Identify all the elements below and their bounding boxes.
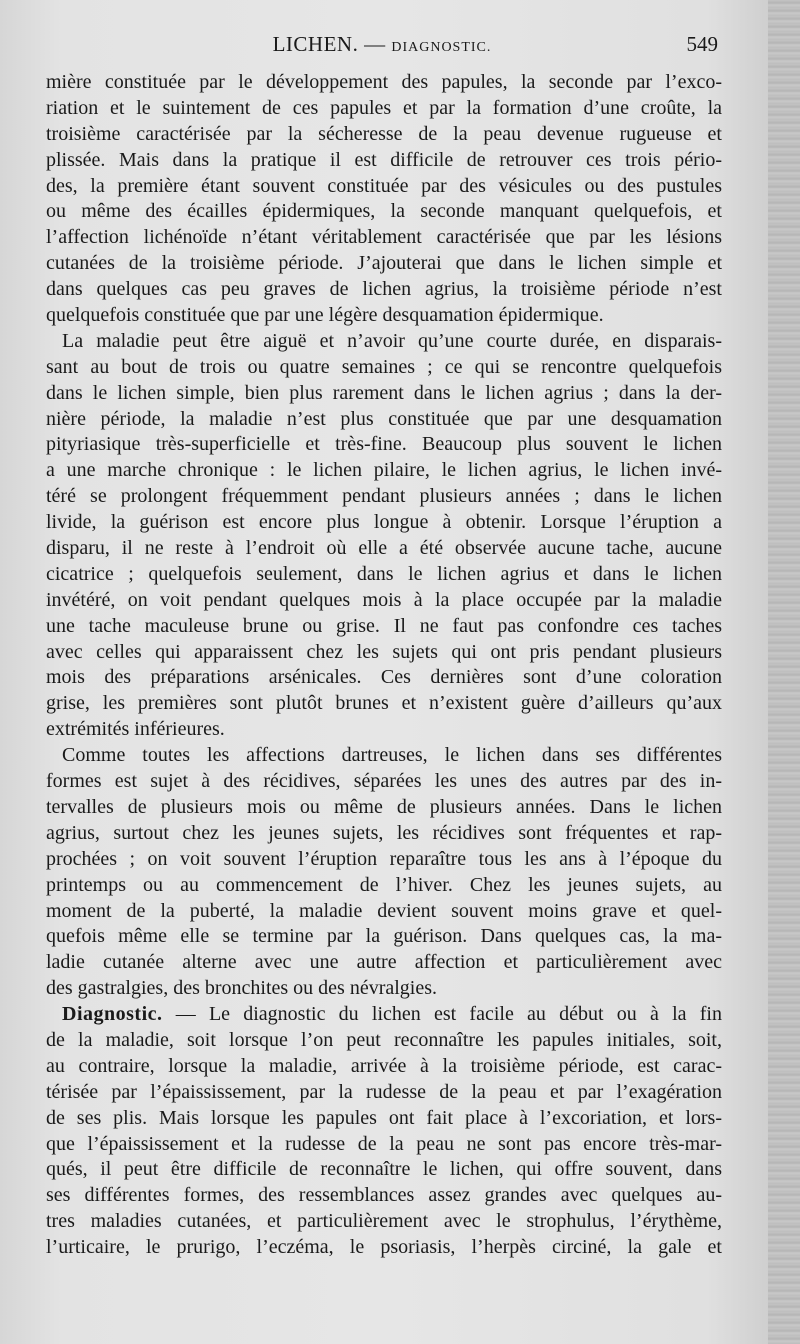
- text-line: des gastralgies, des bronchites ou des névralgies.: [46, 977, 438, 1000]
- text-line: invétéré, on voit pendant quelques mois à la place occupée par la maladie: [46, 588, 722, 611]
- paragraph: [46, 329, 722, 743]
- text-line: mière constituée par le développement des papules, la seconde par l’exco-: [46, 71, 722, 93]
- running-header: [46, 32, 718, 62]
- text-line: grise, les premières sont plutôt brunes et n’existent guère d’ailleurs qu’aux: [46, 692, 722, 715]
- body-text: [46, 70, 722, 1261]
- text-line: prochées ; on voit souvent l’éruption reparaître tous les ans à l’époque du: [46, 847, 722, 870]
- text-line: sant au bout de trois ou quatre semaines ; ce qui se rencontre quelquefois: [46, 355, 722, 378]
- text-line: a une marche chronique : le lichen pilaire, le lichen agrius, le lichen invé-: [46, 459, 722, 482]
- text-line: l’urticaire, le prurigo, l’eczéma, le psoriasis, l’herpès circiné, la gale et: [46, 1236, 722, 1259]
- text-line: des, la première étant souvent constituée par des vésicules ou des pustules: [46, 174, 722, 197]
- text-line: de la maladie, soit lorsque l’on peut reconnaître les papules initiales, soit,: [46, 1028, 722, 1051]
- text-line: moment de la puberté, la maladie devient souvent moins grave et quel-: [46, 899, 722, 922]
- text-line: que l’épaississement et la rudesse de la peau ne sont pas encore très-mar-: [46, 1132, 722, 1155]
- text-line: tervalles de plusieurs mois ou même de plusieurs années. Dans le lichen: [46, 795, 722, 818]
- text-line: ou même des écailles épidermiques, la seconde manquant quelquefois, et: [46, 200, 722, 223]
- text-line: riation et le suintement de ces papules et par la formation d’une croûte, la: [46, 96, 722, 119]
- text-line: formes est sujet à des récidives, séparées les unes des autres par des in-: [46, 770, 722, 793]
- text-line: téré se prolongent fréquemment pendant plusieurs années ; dans le lichen: [46, 485, 722, 508]
- text-line: une tache maculeuse brune ou grise. Il ne faut pas confondre ces taches: [46, 614, 722, 637]
- text-line: [46, 1002, 722, 1028]
- text-line: avec celles qui apparaissent chez les sujets qui ont pris pendant plusieurs: [46, 640, 722, 663]
- text-line: au contraire, lorsque la maladie, arrivée à la troisième période, est carac-: [46, 1054, 722, 1077]
- text-line-rest: — Le diagnostic du lichen est facile au début ou à la fin: [162, 1003, 722, 1026]
- text-line: de ses plis. Mais lorsque les papules ont fait place à l’excoriation, et lors-: [46, 1106, 722, 1129]
- text-line: dans quelques cas peu graves de lichen agrius, la troisième période n’est: [46, 278, 722, 301]
- text-line: dans le lichen simple, bien plus rarement dans le lichen agrius ; dans la der-: [46, 381, 722, 404]
- text-line: extrémités inférieures.: [46, 718, 225, 741]
- text-line: ses différentes formes, des ressemblances assez grandes avec quelques au-: [46, 1184, 722, 1207]
- section-heading: Diagnostic.: [62, 1003, 163, 1026]
- text-line: cicatrice ; quelquefois seulement, dans le lichen agrius et dans le lichen: [46, 562, 722, 585]
- text-line: quelquefois constituée que par une légère desquamation épidermique.: [46, 304, 604, 327]
- text-line: livide, la guérison est encore plus longue à obtenir. Lorsque l’éruption a: [46, 511, 722, 534]
- page-number: 549: [686, 32, 718, 56]
- text-line: l’affection lichénoïde n’étant véritablement caractérisée que par les lésions: [46, 226, 722, 249]
- text-line: Comme toutes les affections dartreuses, le lichen dans ses différentes: [62, 744, 722, 767]
- running-title: LICHEN. — DIAGNOSTIC.: [272, 32, 492, 56]
- text-line: térisée par l’épaississement, par la rudesse de la peau et par l’exagération: [46, 1080, 722, 1103]
- text-line: agrius, surtout chez les jeunes sujets, les récidives sont fréquentes et rap-: [46, 821, 722, 844]
- text-line: mois des préparations arsénicales. Ces dernières sont d’une coloration: [46, 666, 722, 689]
- paragraph: [46, 743, 722, 1002]
- text-line: pityriasique très-superficielle et très-fine. Beaucoup plus souvent le lichen: [46, 433, 722, 456]
- text-line: nière période, la maladie n’est plus constituée que par une desquamation: [46, 407, 722, 430]
- paragraph: [46, 1002, 722, 1261]
- book-gutter: [768, 0, 800, 1344]
- text-line: troisième caractérisée par la sécheresse de la peau devenue rugueuse et: [46, 122, 722, 145]
- text-line: tres maladies cutanées, et particulièrement avec le strophulus, l’érythème,: [46, 1210, 722, 1233]
- text-line: disparu, il ne reste à l’endroit où elle a été observée aucune tache, aucune: [46, 537, 722, 560]
- text-line: quefois même elle se termine par la guérison. Dans quelques cas, la ma-: [46, 925, 722, 948]
- text-line: qués, il peut être difficile de reconnaître le lichen, qui offre souvent, dans: [46, 1158, 722, 1181]
- text-line: cutanées de la troisième période. J’ajouterai que dans le lichen simple et: [46, 252, 722, 275]
- paragraph: [46, 70, 722, 329]
- text-line: ladie cutanée alterne avec une autre affection et particulièrement avec: [46, 951, 722, 974]
- text-line: plissée. Mais dans la pratique il est difficile de retrouver ces trois pério-: [46, 148, 722, 171]
- text-line: printemps ou au commencement de l’hiver. Chez les jeunes sujets, au: [46, 873, 722, 896]
- text-line: La maladie peut être aiguë et n’avoir qu’une courte durée, en disparais-: [62, 329, 722, 352]
